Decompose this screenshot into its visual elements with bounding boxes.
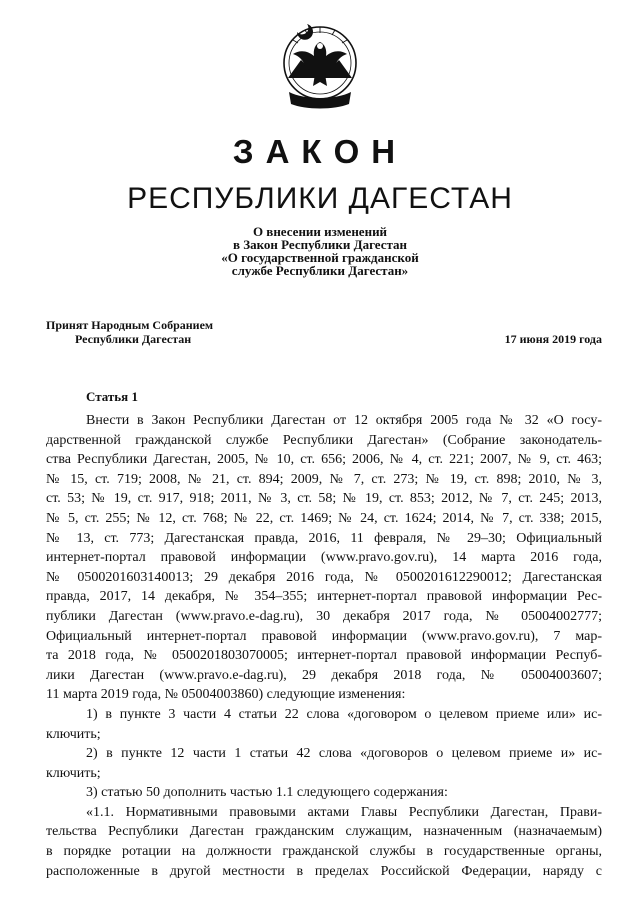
body-line: ключить; — [46, 726, 101, 742]
body-line: правда, 2017, 14 декабря, № 354–355; интернет-портал правовой информации Рес- — [46, 589, 602, 605]
article-title: Статья 1 — [86, 389, 138, 404]
body-line: «1.1. Нормативными правовыми актами Главы Республики Дагестан, Прави- — [86, 804, 602, 820]
body-line: дарственной гражданской службе Республики Дагестан» (Собрание законодатель- — [46, 432, 602, 448]
coat-of-arms-icon — [279, 20, 361, 112]
body-line: Внести в Закон Республики Дагестан от 12 октября 2005 года № 32 «О госу- — [86, 413, 602, 428]
body-line: ключить; — [46, 765, 101, 781]
subtitle-line: О внесении изменений — [252, 224, 388, 239]
body-line: 11 марта 2019 года, № 05004003860) следующие изменения: — [46, 687, 406, 703]
body-line: 1) в пункте 3 части 4 статьи 22 слова «договором о целевом приеме или» ис- — [86, 706, 602, 722]
body-line: № 15, ст. 719; 2008, № 21, ст. 894; 2009, № 7, ст. 273; № 19, ст. 898; 2010, № 3, — [46, 471, 602, 487]
body-line: ства Республики Дагестан, 2005, № 10, ст. 656; 2006, № 4, ст. 221; 2007, № 9, ст. 463; — [46, 452, 602, 468]
issuer-title: РЕСПУБЛИКИ ДАГЕСТАН — [127, 182, 513, 215]
body-line: 3) статью 50 дополнить частью 1.1 следующего содержания: — [86, 785, 448, 801]
body-line: в порядке ротации на должности гражданской службы в государственные органы, — [46, 844, 602, 860]
body-line: 2) в пункте 12 части 1 статьи 42 слова «договоров о целевом приеме и» ис- — [86, 746, 602, 762]
body-line: № 0500201603140013; 29 декабря 2016 года, № 0500201612290012; Дагестанская — [46, 569, 602, 585]
adopted-by-line: Республики Дагестан — [75, 332, 192, 346]
subtitle-line: «О государственной гражданской — [221, 250, 419, 265]
body-line: тельства Республики Дагестан гражданским служащим, назначенным (назначаемым) — [46, 824, 602, 840]
subtitle-line: в Закон Республики Дагестан — [232, 237, 408, 252]
adoption-date: 17 июня 2019 года — [504, 332, 602, 346]
law-subtitle — [0, 225, 640, 277]
body-line: ст. 53; № 19, ст. 917, 918; 2011, № 3, ст. 58; № 19, ст. 853; 2012, № 7, ст. 245; 2013, — [46, 491, 602, 507]
body-line: публики Дагестан (www.pravo.e-dag.ru), 30 декабря 2017 года, № 05004002777; — [46, 608, 602, 624]
body-line: та 2018 года, № 0500201803070005; интернет-портал правовой информации Респуб- — [46, 648, 602, 664]
body-line: № 5, ст. 255; № 12, ст. 768; № 22, ст. 1469; № 24, ст. 1624; 2014, № 7, ст. 338; 2015, — [46, 510, 602, 526]
body-line: интернет-портал правовой информации (www.pravo.gov.ru), 14 марта 2016 года, — [46, 550, 602, 566]
adopted-by-line: Принят Народным Собранием — [46, 318, 214, 332]
subtitle-line: службе Республики Дагестан» — [231, 263, 409, 278]
body-line: № 13, ст. 773; Дагестанская правда, 2016, 11 февраля, № 29–30; Официальный — [46, 530, 602, 546]
adopted-by-block — [46, 318, 213, 346]
body-line: лики Дагестан (www.pravo.e-dag.ru), 29 декабря 2018 года, № 05004003607; — [46, 667, 602, 683]
body-line: расположенные в другой местности в пределах Российской Федерации, наряду с — [46, 863, 602, 879]
article-body — [46, 411, 602, 881]
document-type-title: ЗАКОН — [232, 133, 408, 170]
body-line: Официальный интернет-портал правовой информации (www.pravo.gov.ru), 7 мар- — [46, 628, 602, 644]
